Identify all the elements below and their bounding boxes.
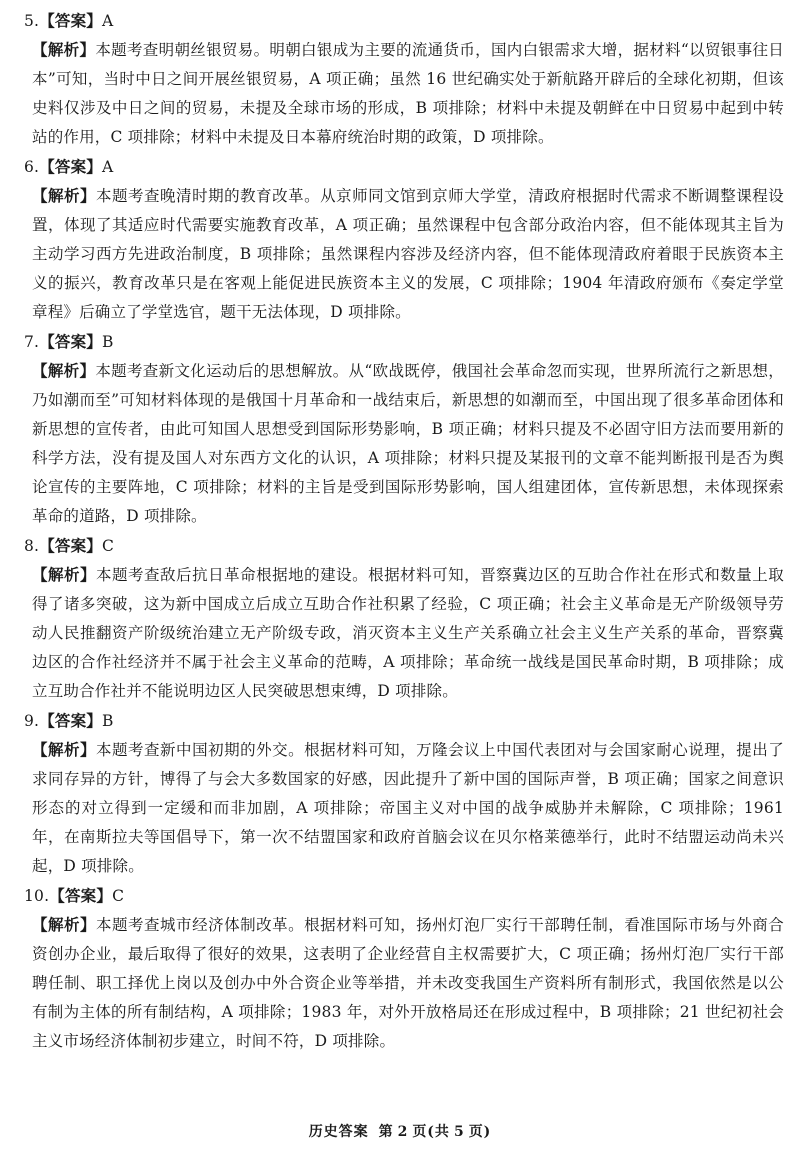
analysis-label: 【解析】 xyxy=(32,565,97,584)
analysis-paragraph xyxy=(32,35,784,152)
question-number: 7. xyxy=(24,333,40,351)
analysis-paragraph xyxy=(32,181,784,327)
question-number: 10. xyxy=(24,887,50,905)
answer-value: A xyxy=(102,12,114,30)
question-number: 6. xyxy=(24,158,40,176)
question-number: 5. xyxy=(24,12,40,30)
page-footer xyxy=(0,1121,800,1141)
answer-line xyxy=(24,152,784,181)
analysis-text: 本题考查新文化运动后的思想解放。从“欧战既停，俄国社会革命忽而实现，世界所流行之新思想，乃如潮而至”可知材料体现的是俄国十月革命和一战结束后，新思想的如潮而至，中国出现了很多革命团体和新思想的宣传者，由此可知国人思想受到国际形势影响，B 项正确；材料只提及不必固守旧方法而要用新的科学方法，没有提及国人对东西方文化的认识，A 项排除；材料只提及某报刊的文章不能判断报刊是否为舆论宣传的主要阵地，C 项排除；材料的主旨是受到国际形势影响，国人组建团体，宣传新思想，未体现探索革命的道路，D 项排除。 xyxy=(32,362,784,525)
answer-list xyxy=(24,6,784,1056)
question-item-9 xyxy=(24,706,784,881)
footer-subject: 历史答案 xyxy=(308,1124,369,1140)
analysis-paragraph xyxy=(32,910,784,1056)
answer-line xyxy=(24,531,784,560)
footer-total-pages: 5 xyxy=(453,1124,465,1140)
footer-page-prefix: 第 xyxy=(378,1124,394,1140)
footer-total-suffix: 页) xyxy=(468,1124,492,1140)
analysis-paragraph xyxy=(32,560,784,706)
analysis-text: 本题考查晚清时期的教育改革。从京师同文馆到京师大学堂，清政府根据时代需求不断调整课程设置，体现了其适应时代需要实施教育改革，A 项正确；虽然课程中包含部分政治内容，但不能体现其主旨为主动学习西方先进政治制度，B 项排除；虽然课程内容涉及经济内容，但不能体现清政府着眼于民族资本主义的振兴，教育改革只是在客观上能促进民族资本主义的发展，C 项排除；1904 年清政府颁布《奏定学堂章程》后确立了学堂选官，题干无法体现，D 项排除。 xyxy=(32,187,784,321)
answer-label: 【答案】 xyxy=(49,886,113,905)
analysis-label: 【解析】 xyxy=(32,361,96,380)
answer-line xyxy=(24,881,784,910)
answer-label: 【答案】 xyxy=(39,11,103,30)
analysis-text: 本题考查新中国初期的外交。根据材料可知，万隆会议上中国代表团对与会国家耐心说理，提出了求同存异的方针，博得了与会大多数国家的好感，因此提升了新中国的国际声誉，B 项正确；国家之间意识形态的对立得到一定缓和而非加剧，A 项排除；帝国主义对中国的战争威胁并未解除，C 项排除；1961 年，在南斯拉夫等国倡导下，第一次不结盟国家和政府首脑会议在贝尔格莱德举行，此时不结盟运动尚未兴起，D 项排除。 xyxy=(32,741,784,875)
question-item-6 xyxy=(24,152,784,327)
question-item-7 xyxy=(24,327,784,531)
question-item-10 xyxy=(24,881,784,1056)
footer-page-number: 2 xyxy=(397,1124,409,1140)
analysis-label: 【解析】 xyxy=(32,740,97,759)
question-number: 8. xyxy=(24,537,40,555)
answer-value: C xyxy=(112,887,125,905)
answer-label: 【答案】 xyxy=(39,157,103,176)
answer-line xyxy=(24,706,784,735)
analysis-label: 【解析】 xyxy=(32,915,97,934)
answer-value: A xyxy=(102,158,114,176)
analysis-paragraph xyxy=(32,356,784,531)
answer-line xyxy=(24,6,784,35)
question-number: 9. xyxy=(24,712,40,730)
analysis-label: 【解析】 xyxy=(32,40,96,59)
analysis-label: 【解析】 xyxy=(32,186,97,205)
question-item-5 xyxy=(24,6,784,152)
answer-line xyxy=(24,327,784,356)
answer-label: 【答案】 xyxy=(39,536,103,555)
analysis-text: 本题考查城市经济体制改革。根据材料可知，扬州灯泡厂实行干部聘任制，看准国际市场与外商合资创办企业，最后取得了很好的效果，这表明了企业经营自主权需要扩大，C 项正确；扬州灯泡厂实行干部聘任制、职工择优上岗以及创办中外合资企业等举措，并未改变我国生产资料所有制形式，我国依然是以公有制为主体的所有制结构，A 项排除；1983 年，对外开放格局还在形成过程中，B 项排除；21 世纪初社会主义市场经济体制初步建立，时间不符，D 项排除。 xyxy=(32,916,784,1050)
analysis-paragraph xyxy=(32,735,784,881)
question-item-8 xyxy=(24,531,784,706)
answer-label: 【答案】 xyxy=(39,332,103,351)
answer-label: 【答案】 xyxy=(39,711,103,730)
answer-value: C xyxy=(102,537,115,555)
analysis-text: 本题考查敌后抗日革命根据地的建设。根据材料可知，晋察冀边区的互助合作社在形式和数量上取得了诸多突破，这为新中国成立后成立互助合作社积累了经验，C 项正确；社会主义革命是无产阶级领导劳动人民推翻资产阶级统治建立无产阶级专政，消灭资本主义生产关系确立社会主义生产关系的革命，晋察冀边区的合作社经济并不属于社会主义革命的范畴，A 项排除；革命统一战线是国民革命时期，B 项排除；成立互助合作社并不能说明边区人民突破思想束缚，D 项排除。 xyxy=(32,566,784,700)
answer-value: B xyxy=(102,333,114,351)
footer-page-suffix: 页(共 xyxy=(412,1124,450,1140)
answer-value: B xyxy=(102,712,114,730)
analysis-text: 本题考查明朝丝银贸易。明朝白银成为主要的流通货币，国内白银需求大增，据材料“以贸银事往日本”可知，当时中日之间开展丝银贸易，A 项正确；虽然 16 世纪确实处于新航路开辟后的全球化初期，但该史料仅涉及中日之间的贸易，未提及全球市场的形成，B 项排除；材料中未提及朝鲜在中日贸易中起到中转站的作用，C 项排除；材料中未提及日本幕府统治时期的政策，D 项排除。 xyxy=(32,41,784,146)
